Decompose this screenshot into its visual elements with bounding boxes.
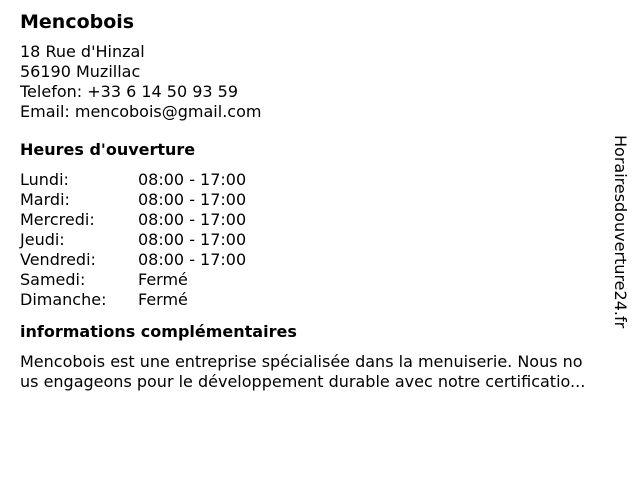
business-card bbox=[20, 10, 632, 392]
day-label: Jeudi: bbox=[20, 230, 65, 249]
address-street: 18 Rue d'Hinzal bbox=[20, 42, 145, 61]
time-value: 08:00 - 17:00 bbox=[138, 250, 247, 269]
hours-row-wednesday bbox=[20, 210, 632, 230]
opening-hours-title: Heures d'ouverture bbox=[20, 140, 196, 159]
day-label: Lundi: bbox=[20, 170, 69, 189]
email-address: Email: mencobois@gmail.com bbox=[20, 102, 262, 121]
time-value: Fermé bbox=[138, 270, 188, 289]
phone-number: Telefon: +33 6 14 50 93 59 bbox=[20, 82, 239, 101]
address-city: 56190 Muzillac bbox=[20, 62, 141, 81]
hours-row-thursday bbox=[20, 230, 632, 250]
day-label: Vendredi: bbox=[20, 250, 96, 269]
hours-row-monday bbox=[20, 170, 632, 190]
day-label: Samedi: bbox=[20, 270, 86, 289]
additional-info-title: informations complémentaires bbox=[20, 322, 297, 341]
time-value: 08:00 - 17:00 bbox=[138, 230, 247, 249]
site-watermark: Horairesdouverture24.fr bbox=[611, 135, 630, 329]
description-line-2: us engageons pour le développement durable avec notre certificatio... bbox=[20, 372, 586, 391]
hours-row-sunday bbox=[20, 290, 632, 310]
time-value: Fermé bbox=[138, 290, 188, 309]
description-line-1: Mencobois est une entreprise spécialisée dans la menuiserie. Nous no bbox=[20, 352, 583, 371]
hours-row-friday bbox=[20, 250, 632, 270]
opening-hours-table bbox=[20, 170, 632, 310]
day-label: Mardi: bbox=[20, 190, 70, 209]
time-value: 08:00 - 17:00 bbox=[138, 170, 247, 189]
day-label: Dimanche: bbox=[20, 290, 107, 309]
business-name: Mencobois bbox=[20, 11, 135, 33]
hours-row-saturday bbox=[20, 270, 632, 290]
hours-row-tuesday bbox=[20, 190, 632, 210]
time-value: 08:00 - 17:00 bbox=[138, 190, 247, 209]
time-value: 08:00 - 17:00 bbox=[138, 210, 247, 229]
day-label: Mercredi: bbox=[20, 210, 95, 229]
